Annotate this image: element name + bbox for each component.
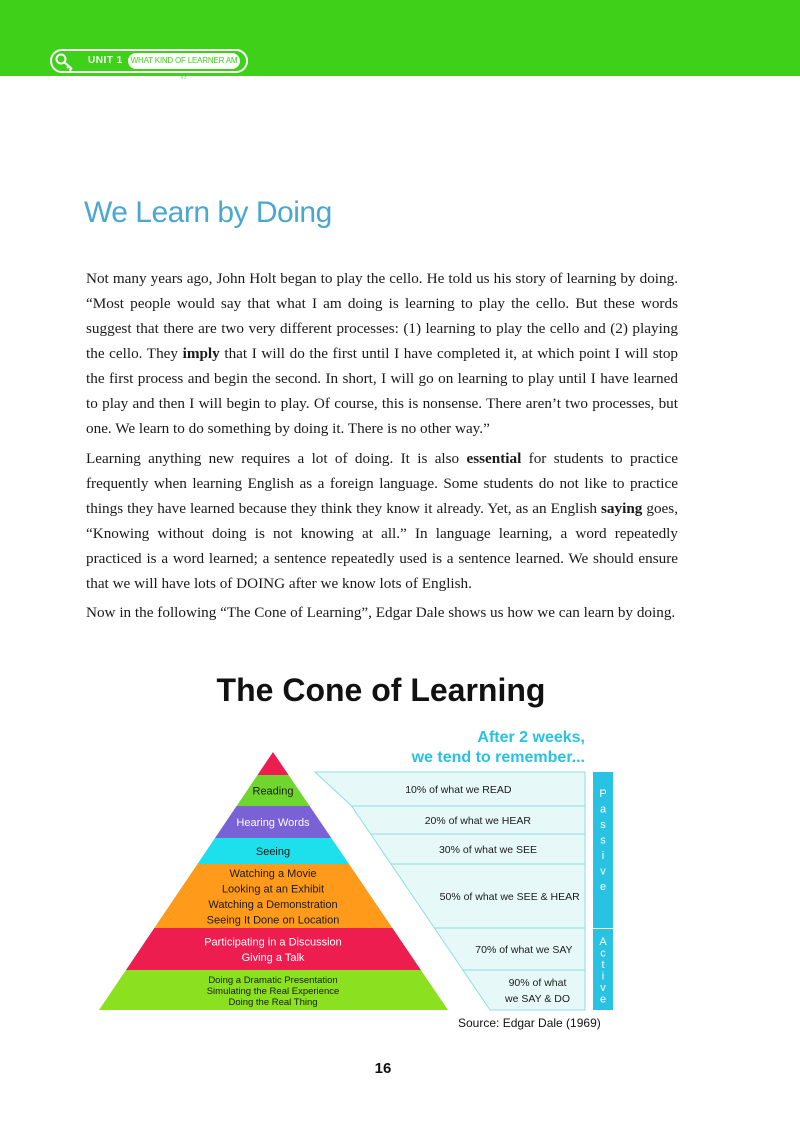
cone-level-4-label: Watching a Movie <box>229 867 317 880</box>
keyword-essential: essential <box>466 450 522 467</box>
paragraph-2-text-c: goes, “Knowing without doing is not knowing at all.” In language learning, a word repeatedly practiced is a word learned; a sentence repeatedly used is a sentence learned. We should ensure that we will have lots of DOING after we know lots of English. <box>86 500 678 592</box>
after-line-1: After 2 weeks, <box>477 729 585 746</box>
cone-level-4-label: Watching a Demonstration <box>208 898 338 911</box>
cone-level-5-label: Participating in a Discussion <box>204 936 342 949</box>
cone-level-6-label: Doing the Real Thing <box>228 997 318 1008</box>
passive-letter: s <box>600 834 606 847</box>
remember-row-3-text: 30% of what we SEE <box>438 844 538 856</box>
cone-level-6-label: Simulating the Real Experience <box>206 986 340 997</box>
passive-letter: e <box>599 881 607 893</box>
paragraph-2-text-b: for students to practice frequently when learning English as a foreign language. Some students do not like to practice things they have learned because they think they know it already. Yet, as an English <box>86 450 678 517</box>
source-note: Source: Edgar Dale (1969) <box>458 1016 601 1030</box>
cone-level-4-label: Looking at an Exhibit <box>221 883 325 896</box>
passive-letter: i <box>601 850 605 862</box>
active-letter: i <box>601 970 605 983</box>
remember-row-6-text: we SAY & DO <box>505 993 570 1005</box>
paragraph-2-text-a: Learning anything new requires a lot of doing. It is also <box>86 450 467 467</box>
keyword-saying: saying <box>601 500 643 517</box>
active-letter: A <box>599 936 607 948</box>
paragraph-3: Now in the following “The Cone of Learning”, Edgar Dale shows us how we can learn by doing. <box>86 604 676 621</box>
cone-level-1-label: Reading <box>252 785 294 798</box>
remember-row-1-text: 10% of what we READ <box>405 784 512 796</box>
cone-tip <box>257 752 288 775</box>
remember-row-5-text: 70% of what we SAY <box>475 944 573 956</box>
active-letter: c <box>600 947 606 960</box>
active-letter: e <box>599 993 607 1006</box>
active-letter: t <box>601 959 605 971</box>
passive-letter: a <box>599 803 607 816</box>
remember-row-2-text: 20% of what we HEAR <box>424 815 531 827</box>
keyword-imply: imply <box>182 345 220 362</box>
after-line-2: we tend to remember... <box>411 749 585 766</box>
unit-label: UNIT 1 <box>88 55 123 66</box>
remember-row-6-text: 90% of what <box>508 977 567 989</box>
passive-letter: v <box>600 865 606 878</box>
page-number: 16 <box>374 1060 392 1077</box>
cone-title: The Cone of Learning <box>216 672 546 708</box>
cone-level-6-label: Doing a Dramatic Presentation <box>208 975 338 986</box>
unit-title: WHAT KIND OF LEARNER AM I? <box>130 56 238 81</box>
paragraph-1-rest: that I will do the first until I have completed it, at which point I will stop the first process and begin the second. In short, I will go on learning to play until I have learned to play and then I will begin to play. Of course, this is nonsense. There aren’t two processes, but one. We learn to do something by doing it. There is no other way.” <box>86 345 679 437</box>
cone-level-5-label: Giving a Talk <box>241 951 305 964</box>
passive-letter: P <box>599 788 607 800</box>
cone-level-4-label: Seeing It Done on Location <box>206 914 340 927</box>
remember-row-4-text: 50% of what we SEE & HEAR <box>439 891 580 903</box>
cone-level-3-label: Seeing <box>255 846 291 858</box>
active-letter: v <box>600 982 606 994</box>
paragraph-1-text: Not many years ago, John Holt began to play the cello. He told us his story of learning by doing. “Most people would say that what I am doing is learning to play the cello. But these words suggest that there are two very different processes: (1) learning to play the cello and (2) playing the cello. They <box>86 270 678 362</box>
cone-level-2-label: Hearing Words <box>236 817 310 829</box>
section-heading: We Learn by Doing <box>84 196 332 229</box>
passive-letter: s <box>600 819 606 831</box>
